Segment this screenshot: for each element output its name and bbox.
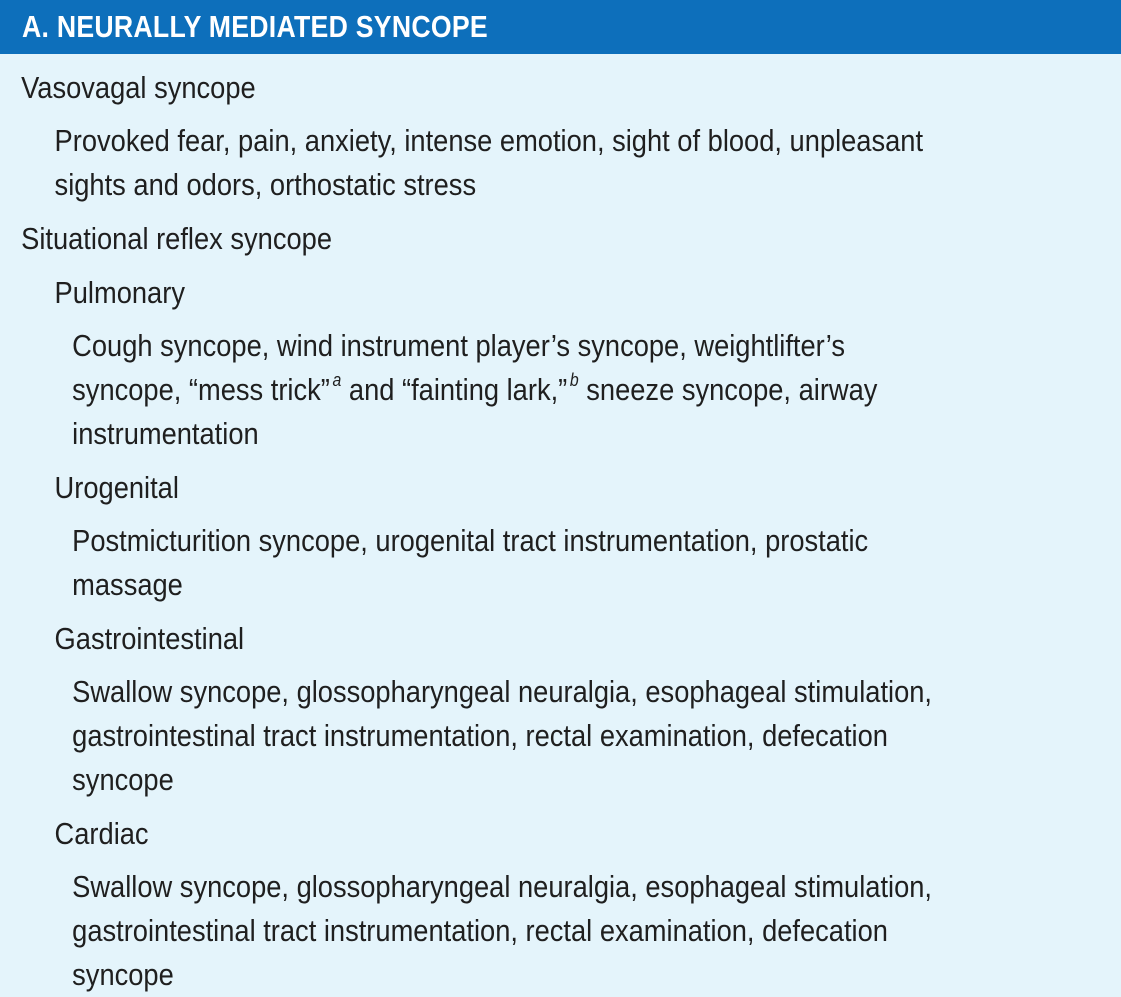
- table-body: [0, 54, 1121, 997]
- pulmonary-line3: instrumentation: [72, 416, 259, 451]
- footnote-marker-a: a: [332, 370, 342, 390]
- pulmonary-line2-part-a: syncope, “mess trick”: [72, 372, 330, 407]
- footnote-marker-b: b: [569, 370, 579, 390]
- subcategory-gastrointestinal: Gastrointestinal: [54, 621, 245, 656]
- pulmonary-detail: [0, 324, 1121, 456]
- vasovagal-detail-line2: sights and odors, orthostatic stress: [54, 167, 477, 202]
- gastrointestinal-line2: gastrointestinal tract instrumentation, rectal examination, defecation: [72, 718, 888, 753]
- cardiac-line1: Swallow syncope, glossopharyngeal neuralgia, esophageal stimulation,: [72, 869, 933, 904]
- cardiac-line3: syncope: [72, 957, 174, 992]
- cardiac-detail: [0, 865, 1121, 997]
- urogenital-detail: [0, 519, 1121, 607]
- pulmonary-line1: Cough syncope, wind instrument player’s syncope, weightlifter’s: [72, 328, 845, 363]
- vasovagal-detail: [0, 119, 1121, 207]
- pulmonary-line2-part-c: sneeze syncope, airway: [578, 372, 878, 407]
- table-title: A. NEURALLY MEDIATED SYNCOPE: [22, 9, 488, 44]
- urogenital-line2: massage: [72, 567, 183, 602]
- gastrointestinal-line1: Swallow syncope, glossopharyngeal neuralgia, esophageal stimulation,: [72, 674, 933, 709]
- category-situational: Situational reflex syncope: [21, 221, 332, 256]
- pulmonary-line2-part-b: and “fainting lark,”: [341, 372, 568, 407]
- subcategory-cardiac: Cardiac: [54, 816, 149, 851]
- gastrointestinal-detail: [0, 670, 1121, 802]
- subcategory-urogenital: Urogenital: [54, 470, 179, 505]
- category-vasovagal: Vasovagal syncope: [21, 70, 256, 105]
- pulmonary-line2: [0, 368, 986, 412]
- table-header: [0, 0, 1121, 54]
- subcategory-pulmonary: Pulmonary: [54, 275, 185, 310]
- vasovagal-detail-line1: Provoked fear, pain, anxiety, intense emotion, sight of blood, unpleasant: [54, 123, 924, 158]
- urogenital-line1: Postmicturition syncope, urogenital tract instrumentation, prostatic: [72, 523, 869, 558]
- cardiac-line2: gastrointestinal tract instrumentation, rectal examination, defecation: [72, 913, 888, 948]
- gastrointestinal-line3: syncope: [72, 762, 174, 797]
